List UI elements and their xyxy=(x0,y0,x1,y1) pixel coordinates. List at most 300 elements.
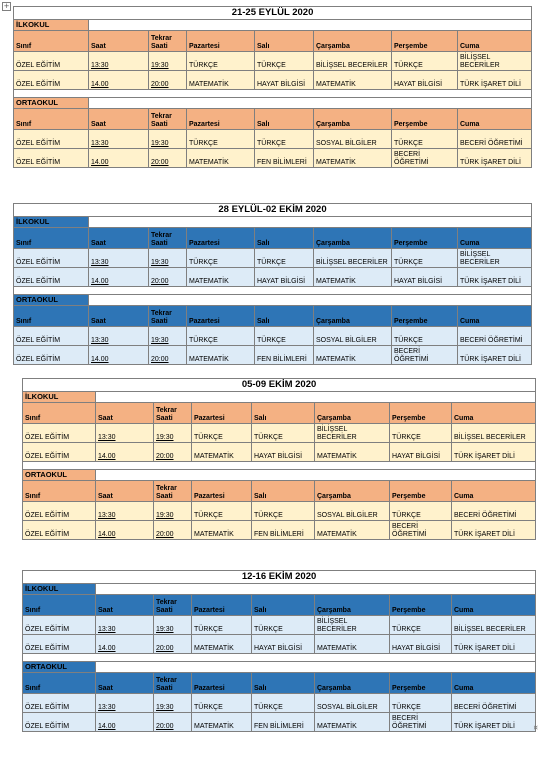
table-cell xyxy=(14,327,89,346)
table-cell xyxy=(96,616,154,635)
cell-text: TÜRKÇE xyxy=(392,434,421,441)
section-label: ORTAOKUL xyxy=(23,662,96,673)
table-cell xyxy=(390,443,452,462)
cell-text: TÜRKÇE xyxy=(257,337,286,344)
table-cell xyxy=(89,346,149,365)
table-move-handle-icon[interactable]: + xyxy=(3,2,10,10)
section-spacer xyxy=(23,462,536,470)
column-header: Salı xyxy=(255,31,314,52)
cell-text: TÜRK İŞARET DİLİ xyxy=(454,453,515,460)
table-cell xyxy=(452,713,536,732)
schedule-table xyxy=(22,378,536,540)
cell-text: HAYAT BİLGİSİ xyxy=(394,278,443,285)
cell-text: BİLİŞSEL BECERİLER xyxy=(454,626,526,633)
title-row xyxy=(14,204,532,217)
cell-text: BECERİ ÖĞRETİMİ xyxy=(394,151,429,166)
column-header: Saat xyxy=(89,31,149,52)
table-cell xyxy=(458,71,532,90)
header-row xyxy=(14,109,532,130)
column-header: Pazartesi xyxy=(187,228,255,249)
column-header: Perşembe xyxy=(390,481,452,502)
table-cell xyxy=(252,521,315,540)
table-cell xyxy=(252,616,315,635)
column-header: Çarşamba xyxy=(315,673,390,694)
table-cell xyxy=(96,713,154,732)
column-header: Salı xyxy=(252,595,315,616)
table-row xyxy=(23,713,536,732)
table-cell xyxy=(458,249,532,268)
cell-text: MATEMATİK xyxy=(316,278,356,285)
section-row xyxy=(23,662,536,673)
column-header: Sınıf xyxy=(14,31,89,52)
table-cell xyxy=(314,327,392,346)
cell-text: 14.00 xyxy=(91,81,109,88)
table-cell xyxy=(315,443,390,462)
table-cell xyxy=(255,268,314,287)
cell-text: 20:00 xyxy=(151,356,169,363)
column-header: Salı xyxy=(255,109,314,130)
column-header: Pazartesi xyxy=(192,673,252,694)
cell-text: TÜRKÇE xyxy=(394,140,423,147)
cell-text: TÜRKÇE xyxy=(392,626,421,633)
cell-text: ÖZEL EĞİTİM xyxy=(25,434,70,441)
table-cell xyxy=(252,443,315,462)
table-cell xyxy=(96,521,154,540)
column-header: Salı xyxy=(252,403,315,424)
schedule-table xyxy=(13,6,532,168)
table-cell xyxy=(187,52,255,71)
cell-text: TÜRKÇE xyxy=(189,140,218,147)
cell-text: MATEMATİK xyxy=(317,453,357,460)
section-row xyxy=(23,392,536,403)
cell-text: MATEMATİK xyxy=(194,645,234,652)
cell-text: TÜRKÇE xyxy=(392,704,421,711)
cell-text: SOSYAL BİLGİLER xyxy=(317,704,378,711)
cell-text: TÜRKÇE xyxy=(394,62,423,69)
column-header: Sınıf xyxy=(14,228,89,249)
column-header: Tekrar Saati xyxy=(149,31,187,52)
schedule-title: 21-25 EYLÜL 2020 xyxy=(14,7,532,20)
table-cell xyxy=(14,346,89,365)
column-header: Tekrar Saati xyxy=(149,306,187,327)
column-header: Saat xyxy=(96,403,154,424)
cell-text: 13:30 xyxy=(91,337,109,344)
cell-text: FEN BİLİMLERİ xyxy=(257,356,307,363)
column-header: Pazartesi xyxy=(187,31,255,52)
section-spacer xyxy=(14,90,532,98)
header-row xyxy=(23,595,536,616)
table-cell xyxy=(89,249,149,268)
cell-text: HAYAT BİLGİSİ xyxy=(392,453,441,460)
table-cell xyxy=(452,616,536,635)
table-cell xyxy=(89,327,149,346)
column-header: Perşembe xyxy=(390,673,452,694)
section-row xyxy=(14,295,532,306)
cell-text: BİLİŞSEL BECERİLER xyxy=(454,434,526,441)
table-cell xyxy=(192,424,252,443)
cell-text: ÖZEL EĞİTİM xyxy=(16,337,61,344)
cell-text: BECERİ ÖĞRETİMİ xyxy=(392,523,427,538)
cell-text: 20:00 xyxy=(156,723,174,730)
cell-text: HAYAT BİLGİSİ xyxy=(254,453,303,460)
cell-text: BECERİ ÖĞRETİMİ xyxy=(454,704,517,711)
table-cell xyxy=(390,521,452,540)
table-row xyxy=(14,149,532,168)
table-cell xyxy=(392,346,458,365)
cell-text: BİLİŞSEL BECERİLER xyxy=(317,618,357,633)
cell-text: TÜRKÇE xyxy=(392,512,421,519)
column-header: Cuma xyxy=(458,306,532,327)
cell-text: BİLİŞSEL BECERİLER xyxy=(316,62,388,69)
table-cell xyxy=(23,521,96,540)
cell-text: TÜRK İŞARET DİLİ xyxy=(460,278,521,285)
table-cell xyxy=(23,502,96,521)
table-cell xyxy=(23,713,96,732)
cell-text: ÖZEL EĞİTİM xyxy=(16,356,61,363)
table-cell xyxy=(187,71,255,90)
cell-text: TÜRKÇE xyxy=(254,434,283,441)
table-cell xyxy=(89,52,149,71)
table-cell xyxy=(458,268,532,287)
table-cell xyxy=(154,521,192,540)
table-cell xyxy=(314,52,392,71)
cell-text: 19:30 xyxy=(151,140,169,147)
table-row xyxy=(23,502,536,521)
cell-text: ÖZEL EĞİTİM xyxy=(16,140,61,147)
table-cell xyxy=(392,149,458,168)
column-header: Salı xyxy=(255,228,314,249)
cell-text: 14.00 xyxy=(91,159,109,166)
section-label: ORTAOKUL xyxy=(23,470,96,481)
column-header: Cuma xyxy=(452,403,536,424)
table-cell xyxy=(392,52,458,71)
table-cell xyxy=(14,249,89,268)
cell-text: TÜRKÇE xyxy=(189,259,218,266)
table-row xyxy=(14,346,532,365)
cell-text: SOSYAL BİLGİLER xyxy=(316,140,377,147)
column-header: Pazartesi xyxy=(187,109,255,130)
cell-text: TÜRK İŞARET DİLİ xyxy=(454,723,515,730)
cell-text: 13:30 xyxy=(91,259,109,266)
column-header: Perşembe xyxy=(390,595,452,616)
column-header: Pazartesi xyxy=(192,595,252,616)
table-cell xyxy=(14,268,89,287)
table-cell xyxy=(255,71,314,90)
table-cell xyxy=(315,694,390,713)
table-row xyxy=(14,52,532,71)
column-header: Pazartesi xyxy=(192,481,252,502)
cell-text: MATEMATİK xyxy=(317,723,357,730)
table-cell xyxy=(255,346,314,365)
column-header: Cuma xyxy=(458,109,532,130)
table-cell xyxy=(149,52,187,71)
cell-text: 19:30 xyxy=(156,626,174,633)
table-row xyxy=(23,424,536,443)
table-cell xyxy=(314,346,392,365)
cell-text: TÜRKÇE xyxy=(194,704,223,711)
cell-text: 20:00 xyxy=(151,159,169,166)
table-cell xyxy=(149,346,187,365)
cell-text: BECERİ ÖĞRETİMİ xyxy=(394,348,429,363)
column-header: Çarşamba xyxy=(314,109,392,130)
cell-text: 14.00 xyxy=(98,531,116,538)
cell-text: 13:30 xyxy=(91,62,109,69)
table-row xyxy=(23,635,536,654)
table-cell xyxy=(390,635,452,654)
cell-text: MATEMATİK xyxy=(194,723,234,730)
column-header: Tekrar Saati xyxy=(149,109,187,130)
cell-text: ÖZEL EĞİTİM xyxy=(25,453,70,460)
header-row xyxy=(23,481,536,502)
table-cell xyxy=(452,694,536,713)
column-header: Çarşamba xyxy=(315,403,390,424)
table-cell xyxy=(255,249,314,268)
cell-text: ÖZEL EĞİTİM xyxy=(25,704,70,711)
table-cell xyxy=(96,424,154,443)
table-cell xyxy=(390,694,452,713)
table-cell xyxy=(89,149,149,168)
column-header: Tekrar Saati xyxy=(154,595,192,616)
cell-text: TÜRKÇE xyxy=(189,62,218,69)
cell-text: BECERİ ÖĞRETİMİ xyxy=(460,140,523,147)
cell-text: ÖZEL EĞİTİM xyxy=(16,81,61,88)
table-cell xyxy=(452,635,536,654)
cell-text: 19:30 xyxy=(151,259,169,266)
table-cell xyxy=(14,149,89,168)
column-header: Saat xyxy=(96,481,154,502)
column-header: Saat xyxy=(89,306,149,327)
cell-text: HAYAT BİLGİSİ xyxy=(254,645,303,652)
cell-text: MATEMATİK xyxy=(316,81,356,88)
cell-text: BECERİ ÖĞRETİMİ xyxy=(392,715,427,730)
cell-text: 13:30 xyxy=(98,434,116,441)
table-cell xyxy=(390,424,452,443)
table-cell xyxy=(252,502,315,521)
table-cell xyxy=(458,52,532,71)
table-cell xyxy=(96,694,154,713)
column-header: Cuma xyxy=(458,228,532,249)
cell-text: ÖZEL EĞİTİM xyxy=(16,278,61,285)
table-cell xyxy=(89,71,149,90)
table-cell xyxy=(192,694,252,713)
cell-text: FEN BİLİMLERİ xyxy=(254,723,304,730)
cell-text: HAYAT BİLGİSİ xyxy=(394,81,443,88)
table-cell xyxy=(315,635,390,654)
cell-text: HAYAT BİLGİSİ xyxy=(257,81,306,88)
table-cell xyxy=(314,71,392,90)
table-cell xyxy=(458,346,532,365)
table-cell xyxy=(149,71,187,90)
cell-text: 20:00 xyxy=(151,278,169,285)
table-cell xyxy=(252,713,315,732)
column-header: Çarşamba xyxy=(315,481,390,502)
table-cell xyxy=(192,713,252,732)
column-header: Cuma xyxy=(452,481,536,502)
cell-text: 20:00 xyxy=(156,645,174,652)
header-row xyxy=(23,673,536,694)
header-row xyxy=(14,228,532,249)
cell-text: ÖZEL EĞİTİM xyxy=(25,531,70,538)
table-cell xyxy=(187,249,255,268)
cell-text: 13:30 xyxy=(91,140,109,147)
section-row xyxy=(14,98,532,109)
table-row xyxy=(23,521,536,540)
cell-text: TÜRK İŞARET DİLİ xyxy=(460,81,521,88)
section-row xyxy=(23,470,536,481)
cell-text: TÜRKÇE xyxy=(194,434,223,441)
cell-text: 14.00 xyxy=(91,278,109,285)
table-cell xyxy=(392,268,458,287)
table-cell xyxy=(252,424,315,443)
table-row xyxy=(23,616,536,635)
title-row xyxy=(14,7,532,20)
cell-text: MATEMATİK xyxy=(189,159,229,166)
column-header: Çarşamba xyxy=(315,595,390,616)
column-header: Tekrar Saati xyxy=(154,481,192,502)
cell-text: 19:30 xyxy=(156,704,174,711)
table-row xyxy=(14,327,532,346)
table-cell xyxy=(96,635,154,654)
schedule-title: 12-16 EKİM 2020 xyxy=(23,571,536,584)
table-cell xyxy=(23,635,96,654)
cell-text: TÜRKÇE xyxy=(254,512,283,519)
table-row xyxy=(14,71,532,90)
header-row xyxy=(14,306,532,327)
table-row xyxy=(23,443,536,462)
cell-text: ÖZEL EĞİTİM xyxy=(16,62,61,69)
table-cell xyxy=(187,346,255,365)
cell-text: MATEMATİK xyxy=(194,531,234,538)
column-header: Perşembe xyxy=(392,31,458,52)
cell-text: ÖZEL EĞİTİM xyxy=(16,159,61,166)
cell-text: TÜRKÇE xyxy=(254,626,283,633)
cell-text: 14.00 xyxy=(98,723,116,730)
header-row xyxy=(23,403,536,424)
column-header: Tekrar Saati xyxy=(154,673,192,694)
table-cell xyxy=(154,713,192,732)
table-cell xyxy=(255,130,314,149)
table-cell xyxy=(192,521,252,540)
column-header: Tekrar Saati xyxy=(149,228,187,249)
table-cell xyxy=(23,694,96,713)
table-row xyxy=(23,694,536,713)
cell-text: 14.00 xyxy=(98,645,116,652)
table-cell xyxy=(390,502,452,521)
column-header: Çarşamba xyxy=(314,306,392,327)
table-cell xyxy=(23,616,96,635)
column-header: Pazartesi xyxy=(192,403,252,424)
table-cell xyxy=(154,502,192,521)
table-cell xyxy=(89,268,149,287)
table-cell xyxy=(315,616,390,635)
section-spacer xyxy=(14,287,532,295)
table-cell xyxy=(192,616,252,635)
cell-text: 20:00 xyxy=(151,81,169,88)
column-header: Saat xyxy=(89,109,149,130)
table-cell xyxy=(255,52,314,71)
schedule-title: 05-09 EKİM 2020 xyxy=(23,379,536,392)
cell-text: BİLİŞSEL BECERİLER xyxy=(316,259,388,266)
cell-text: TÜRK İŞARET DİLİ xyxy=(460,159,521,166)
table-cell xyxy=(23,443,96,462)
table-cell xyxy=(187,327,255,346)
section-row xyxy=(14,20,532,31)
column-header: Sınıf xyxy=(14,109,89,130)
table-cell xyxy=(187,130,255,149)
table-cell xyxy=(255,149,314,168)
paragraph-mark-icon: ¤ xyxy=(533,724,538,732)
table-cell xyxy=(252,635,315,654)
column-header: Çarşamba xyxy=(314,228,392,249)
cell-text: TÜRK İŞARET DİLİ xyxy=(454,531,515,538)
cell-text: MATEMATİK xyxy=(189,356,229,363)
cell-text: HAYAT BİLGİSİ xyxy=(257,278,306,285)
title-row xyxy=(23,379,536,392)
column-header: Sınıf xyxy=(23,403,96,424)
cell-text: TÜRKÇE xyxy=(254,704,283,711)
table-cell xyxy=(255,327,314,346)
table-cell xyxy=(154,443,192,462)
section-label: İLKOKUL xyxy=(23,584,96,595)
cell-text: ÖZEL EĞİTİM xyxy=(16,259,61,266)
cell-text: TÜRKÇE xyxy=(194,512,223,519)
cell-text: 20:00 xyxy=(156,531,174,538)
section-row xyxy=(14,217,532,228)
schedule-table xyxy=(13,203,532,365)
table-cell xyxy=(314,130,392,149)
table-cell xyxy=(392,249,458,268)
cell-text: MATEMATİK xyxy=(316,356,356,363)
cell-text: TÜRKÇE xyxy=(394,259,423,266)
table-cell xyxy=(392,71,458,90)
column-header: Perşembe xyxy=(392,228,458,249)
cell-text: MATEMATİK xyxy=(317,531,357,538)
cell-text: MATEMATİK xyxy=(189,278,229,285)
cell-text: TÜRKÇE xyxy=(189,337,218,344)
column-header: Salı xyxy=(252,673,315,694)
table-cell xyxy=(252,694,315,713)
table-cell xyxy=(314,249,392,268)
cell-text: MATEMATİK xyxy=(317,645,357,652)
table-cell xyxy=(315,424,390,443)
cell-text: HAYAT BİLGİSİ xyxy=(392,645,441,652)
cell-text: BECERİ ÖĞRETİMİ xyxy=(454,512,517,519)
column-header: Perşembe xyxy=(390,403,452,424)
table-cell xyxy=(452,502,536,521)
column-header: Çarşamba xyxy=(314,31,392,52)
cell-text: BİLİŞSEL BECERİLER xyxy=(460,251,500,266)
column-header: Cuma xyxy=(452,595,536,616)
section-label: İLKOKUL xyxy=(14,20,89,31)
cell-text: 19:30 xyxy=(151,62,169,69)
cell-text: TÜRKÇE xyxy=(257,140,286,147)
table-cell xyxy=(89,130,149,149)
table-cell xyxy=(154,694,192,713)
table-cell xyxy=(452,424,536,443)
table-cell xyxy=(192,502,252,521)
table-cell xyxy=(23,424,96,443)
table-cell xyxy=(390,616,452,635)
cell-text: TÜRKÇE xyxy=(257,259,286,266)
section-label: İLKOKUL xyxy=(14,217,89,228)
table-cell xyxy=(96,502,154,521)
table-cell xyxy=(392,327,458,346)
table-cell xyxy=(154,424,192,443)
cell-text: MATEMATİK xyxy=(189,81,229,88)
column-header: Saat xyxy=(96,595,154,616)
cell-text: ÖZEL EĞİTİM xyxy=(25,645,70,652)
section-label: İLKOKUL xyxy=(23,392,96,403)
